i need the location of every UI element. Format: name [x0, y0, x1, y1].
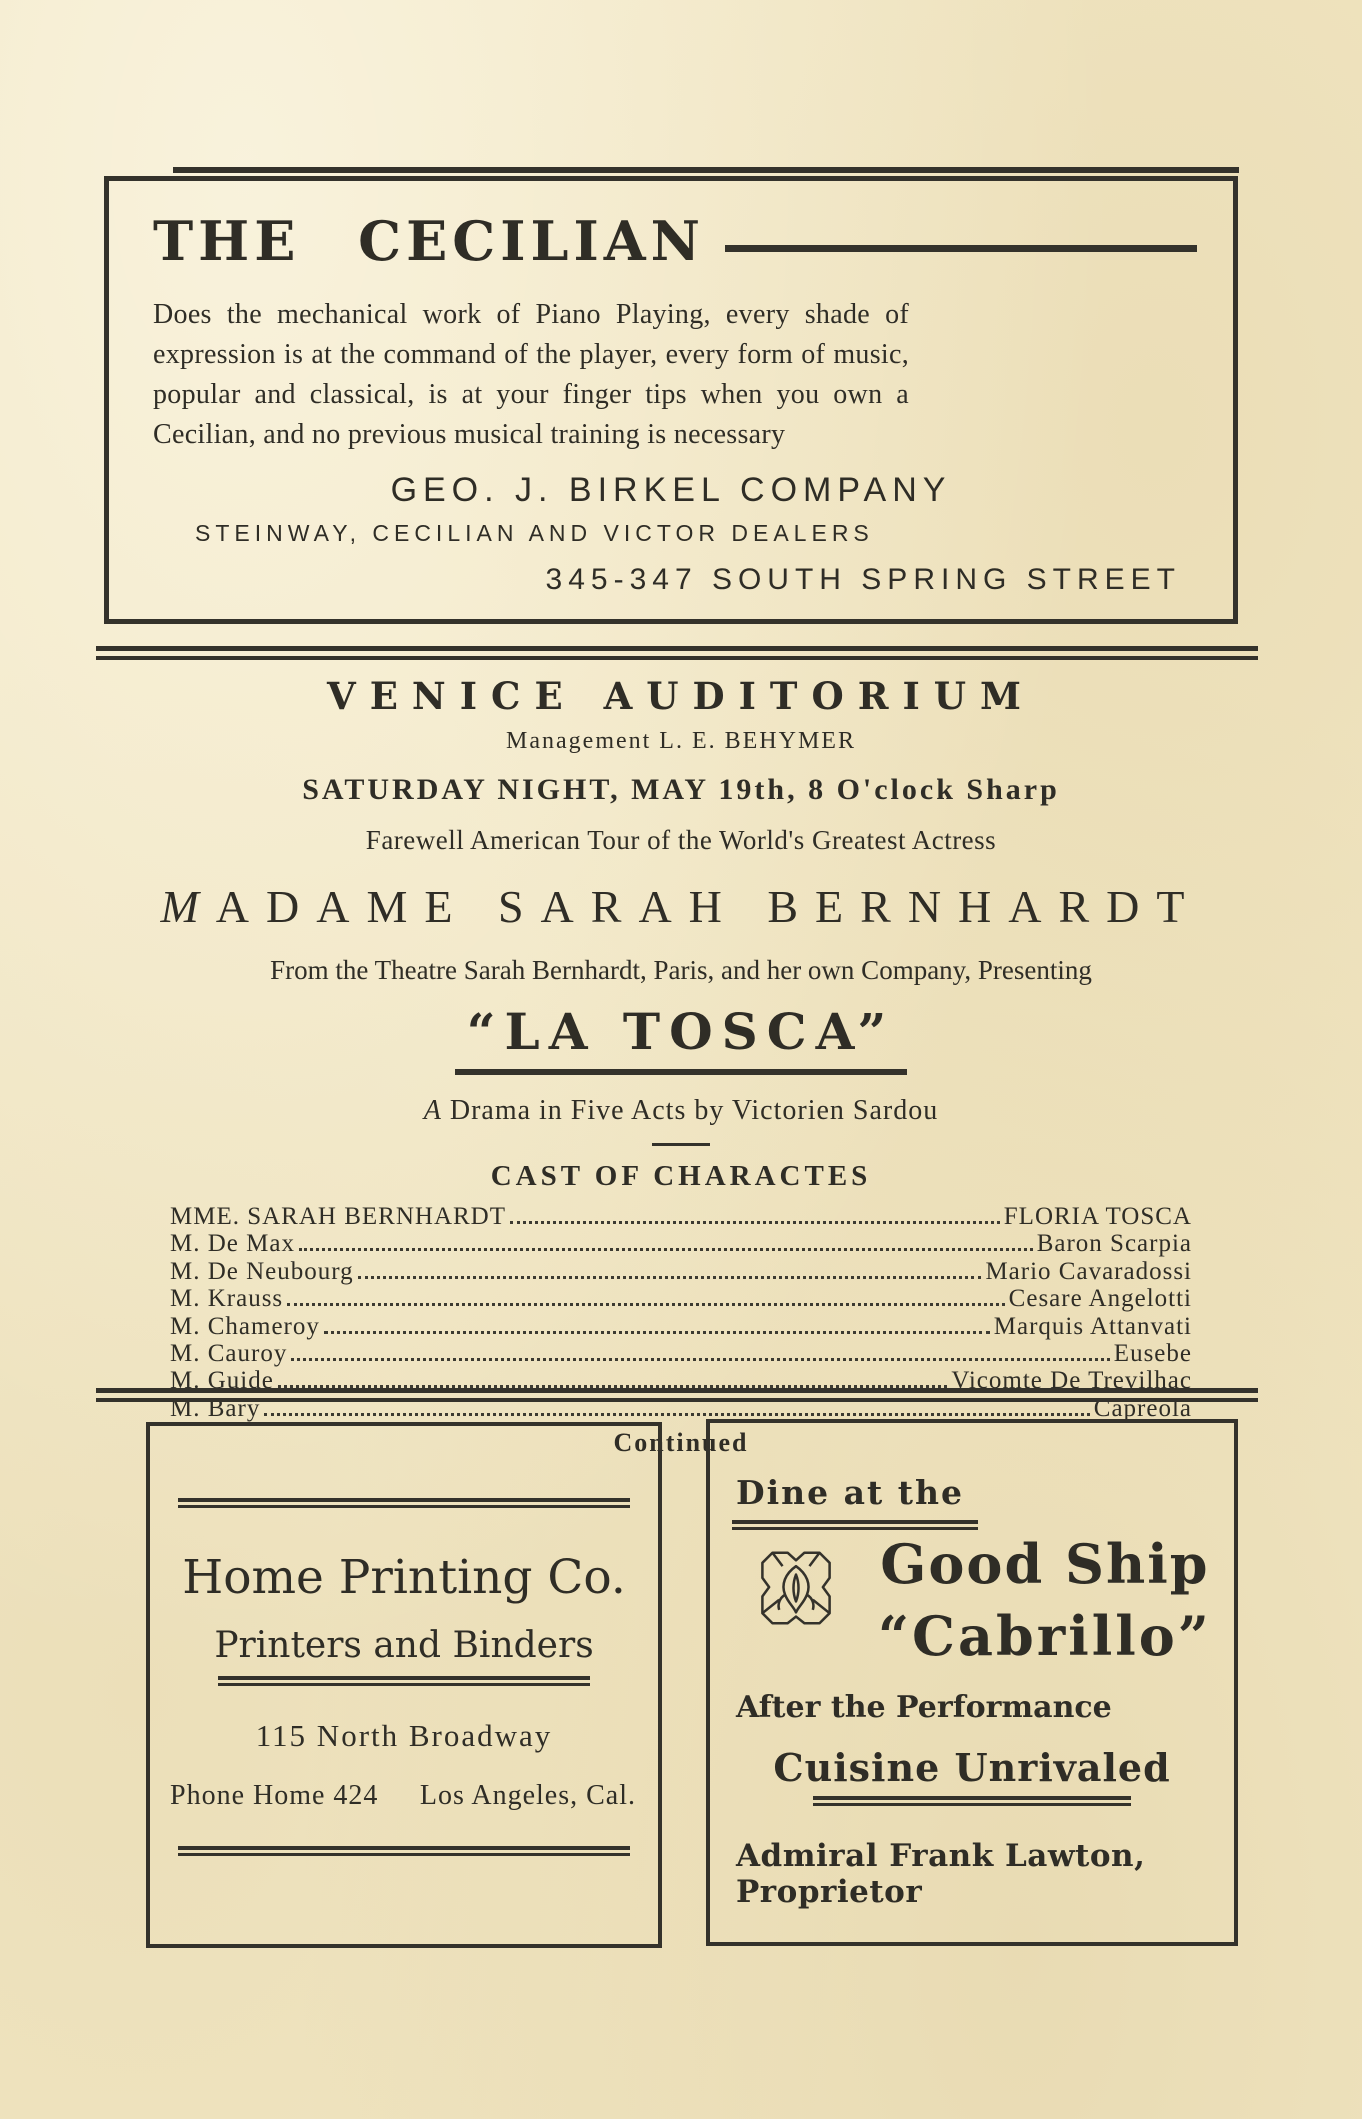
tour-line: Farewell American Tour of the World's Greatest Actress: [365, 825, 997, 855]
cast-role: Baron Scarpia: [1036, 1230, 1192, 1258]
cabrillo-ad-box: [706, 1419, 1238, 1946]
proprietor-line: Admiral Frank Lawton, Proprietor: [736, 1838, 1146, 1910]
company-name: GEO. J. BIRKEL COMPANY: [390, 471, 952, 509]
cast-name: M. Chameroy: [170, 1312, 320, 1340]
dotted-leader: [264, 1413, 1089, 1416]
date-time-line: SATURDAY NIGHT, MAY 19th, 8 O'clock Sharp: [302, 773, 1060, 806]
cast-row: [170, 1313, 1192, 1340]
home-printing-ad-box: [146, 1422, 662, 1948]
cast-row: [170, 1258, 1192, 1285]
continued-label: Continued: [613, 1428, 749, 1458]
dotted-leader: [287, 1303, 1005, 1306]
intro-underline: [732, 1520, 978, 1530]
venue-title: VENICE AUDITORIUM: [327, 674, 1035, 718]
cast-name: M. Cauroy: [170, 1340, 288, 1368]
cecilian-header-row: [153, 211, 1197, 271]
cecilian-body-text: Does the mechanical work of Piano Playing, every shade of expression is at the command of the player, every form of music, popular and classical, is at your finger tips when you own a Cecilian, and no previous musical training is necessary: [153, 299, 909, 450]
cast-row: [170, 1203, 1192, 1230]
after-performance-line: After the Performance: [736, 1690, 1112, 1725]
printer-city: Los Angeles, Cal.: [419, 1780, 636, 1811]
ship-title-row: [754, 1534, 1234, 1666]
dotted-leader: [291, 1358, 1109, 1361]
printer-phone: Phone Home 424: [170, 1780, 379, 1811]
cast-row: [170, 1230, 1192, 1257]
dealers-line: STEINWAY, CECILIAN AND VICTOR DEALERS: [195, 520, 874, 546]
knot-flower-ornament-icon: [754, 1544, 838, 1632]
small-center-rule: [652, 1143, 710, 1146]
decorative-rule: [178, 1498, 630, 1508]
cecilian-title: THE CECILIAN: [153, 209, 706, 273]
printer-contact-row: [170, 1780, 636, 1812]
scan-double-border-line: [173, 167, 1239, 173]
cast-role: Marquis Attanvati: [993, 1312, 1192, 1340]
company-address: 345-347 SOUTH SPRING STREET: [545, 563, 1181, 596]
cast-role: Mario Cavaradossi: [985, 1257, 1192, 1285]
program-section: [0, 674, 1362, 1458]
decorative-rule: [178, 1846, 630, 1856]
section-divider-bottom: [96, 1388, 1258, 1402]
ship-title-text: [878, 1534, 1212, 1666]
dine-intro: Dine at the: [736, 1473, 964, 1512]
cast-role: Cesare Angelotti: [1008, 1285, 1192, 1313]
ship-name-line1: Good Ship: [880, 1532, 1210, 1596]
cast-name: M. Krauss: [170, 1285, 284, 1313]
play-title: “LA TOSCA”: [455, 1002, 907, 1075]
cast-name: M. De Max: [170, 1230, 295, 1258]
printer-tagline: Printers and Binders: [214, 1625, 594, 1666]
dotted-leader: [358, 1276, 982, 1279]
section-divider-top: [96, 646, 1258, 660]
play-title-wrap: [0, 1002, 1362, 1075]
printer-address: 115 North Broadway: [255, 1718, 553, 1753]
cuisine-line: Cuisine Unrivaled: [773, 1745, 1171, 1790]
drama-byline: A Drama in Five Acts by Victorien Sardou: [423, 1095, 939, 1126]
cuisine-underline: [813, 1796, 1131, 1806]
dotted-leader: [299, 1248, 1033, 1251]
cast-role: Capreola: [1093, 1394, 1192, 1422]
cast-role: Eusebe: [1113, 1340, 1192, 1368]
tagline-underline: [218, 1676, 590, 1686]
printer-name: Home Printing Co.: [182, 1550, 626, 1605]
cast-name: M. Guide: [170, 1367, 274, 1395]
star-name: MADAME SARAH BERNHARDT: [160, 881, 1202, 932]
management-line: Management L. E. BEHYMER: [506, 728, 856, 754]
cast-row: [170, 1340, 1192, 1367]
cecilian-ad-box: [104, 176, 1238, 624]
cast-role: Vicomte De Trevilhac: [951, 1367, 1192, 1395]
cast-name: M. Bary: [170, 1394, 261, 1422]
cast-role: FLORIA TOSCA: [1003, 1203, 1192, 1230]
cast-name: MME. SARAH BERNHARDT: [170, 1203, 507, 1230]
cast-heading: CAST OF CHARACTES: [490, 1160, 872, 1192]
cast-row: [170, 1285, 1192, 1312]
dotted-leader: [510, 1221, 1000, 1224]
dotted-leader: [324, 1331, 990, 1334]
presenting-line: From the Theatre Sarah Bernhardt, Paris, and her own Company, Presenting: [270, 955, 1092, 985]
ship-name-line2: “Cabrillo”: [878, 1604, 1212, 1668]
cast-name: M. De Neubourg: [170, 1257, 354, 1285]
headline-rule: [725, 245, 1197, 252]
